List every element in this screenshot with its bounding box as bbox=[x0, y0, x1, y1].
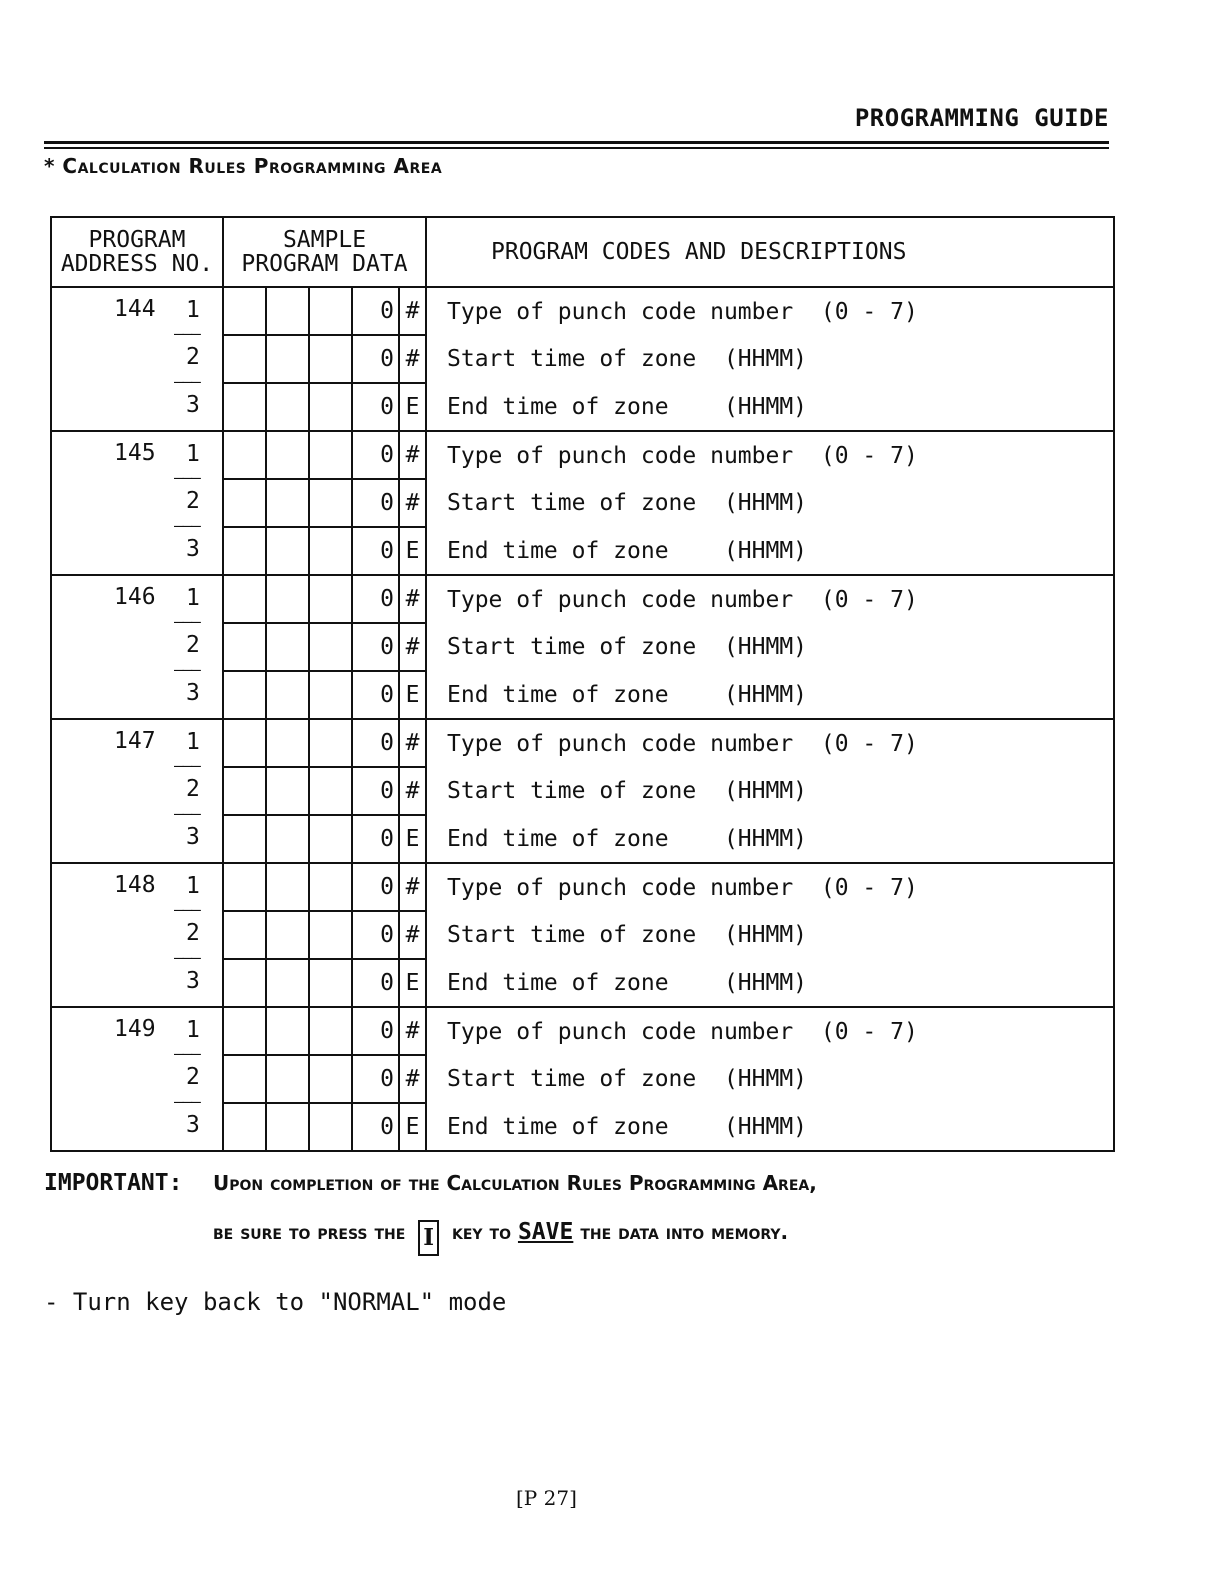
sub-separator: ——— bbox=[174, 804, 200, 823]
data-box bbox=[266, 623, 309, 671]
address-cell bbox=[51, 959, 223, 1007]
address-cell bbox=[51, 911, 223, 967]
data-box bbox=[309, 383, 352, 431]
sub-separator: ——— bbox=[174, 372, 200, 391]
address-cell bbox=[51, 1103, 223, 1151]
data-key: E bbox=[399, 383, 426, 431]
data-box bbox=[309, 863, 352, 911]
data-box bbox=[223, 767, 266, 815]
data-box bbox=[309, 719, 352, 767]
data-box bbox=[223, 959, 266, 1007]
data-value: 0 bbox=[352, 287, 399, 335]
data-value: 0 bbox=[352, 383, 399, 431]
table-row bbox=[51, 767, 1114, 815]
data-value: 0 bbox=[352, 1055, 399, 1103]
data-value: 0 bbox=[352, 431, 399, 479]
data-key: # bbox=[399, 335, 426, 383]
description: Start time of zone (HHMM) bbox=[426, 1055, 1114, 1103]
sub-number: 2 bbox=[186, 776, 200, 802]
description: Start time of zone (HHMM) bbox=[426, 479, 1114, 527]
data-key: # bbox=[399, 719, 426, 767]
data-box bbox=[266, 911, 309, 959]
data-box bbox=[309, 1055, 352, 1103]
data-value: 0 bbox=[352, 527, 399, 575]
data-box bbox=[309, 431, 352, 479]
data-box bbox=[309, 959, 352, 1007]
description: Type of punch code number (0 - 7) bbox=[426, 431, 1114, 479]
data-box bbox=[309, 911, 352, 959]
data-box bbox=[309, 575, 352, 623]
header-sample bbox=[223, 217, 426, 287]
data-key: # bbox=[399, 767, 426, 815]
data-box bbox=[309, 527, 352, 575]
header-sample-line2: PROGRAM DATA bbox=[241, 251, 408, 277]
important-label: IMPORTANT: bbox=[44, 1170, 183, 1196]
data-key: # bbox=[399, 863, 426, 911]
address-cell bbox=[51, 287, 223, 343]
data-box bbox=[266, 335, 309, 383]
table-row bbox=[51, 719, 1114, 767]
data-key: E bbox=[399, 959, 426, 1007]
address-cell bbox=[51, 623, 223, 679]
address-cell bbox=[51, 1055, 223, 1111]
sub-number: 2 bbox=[186, 632, 200, 658]
table-row bbox=[51, 431, 1114, 479]
data-box bbox=[309, 1103, 352, 1151]
address-cell bbox=[51, 431, 223, 487]
data-box bbox=[223, 815, 266, 863]
data-value: 0 bbox=[352, 479, 399, 527]
data-box bbox=[223, 1055, 266, 1103]
address-number: 146 bbox=[114, 584, 156, 610]
sub-number: 3 bbox=[186, 1112, 200, 1138]
table-row bbox=[51, 1103, 1114, 1151]
table-row bbox=[51, 479, 1114, 527]
data-key: E bbox=[399, 815, 426, 863]
data-box bbox=[266, 383, 309, 431]
description: End time of zone (HHMM) bbox=[426, 383, 1114, 431]
data-box bbox=[266, 767, 309, 815]
sub-separator: ——— bbox=[174, 1044, 200, 1063]
important-line2-mid: key to bbox=[452, 1220, 511, 1244]
data-box bbox=[223, 527, 266, 575]
table-row bbox=[51, 911, 1114, 959]
table-row bbox=[51, 1055, 1114, 1103]
header-description: PROGRAM CODES AND DESCRIPTIONS bbox=[426, 217, 1114, 287]
data-box bbox=[223, 623, 266, 671]
important-line2 bbox=[213, 1219, 788, 1256]
data-box bbox=[223, 1007, 266, 1055]
data-box bbox=[266, 719, 309, 767]
sub-number: 3 bbox=[186, 824, 200, 850]
data-box bbox=[309, 767, 352, 815]
data-value: 0 bbox=[352, 671, 399, 719]
sub-separator: ——— bbox=[174, 516, 200, 535]
data-box bbox=[309, 815, 352, 863]
address-cell bbox=[51, 527, 223, 575]
address-cell bbox=[51, 815, 223, 863]
data-box bbox=[309, 671, 352, 719]
address-number: 144 bbox=[114, 296, 156, 322]
data-box bbox=[266, 815, 309, 863]
data-box bbox=[266, 431, 309, 479]
data-value: 0 bbox=[352, 623, 399, 671]
table-row bbox=[51, 671, 1114, 719]
address-number: 148 bbox=[114, 872, 156, 898]
address-number: 147 bbox=[114, 728, 156, 754]
data-box bbox=[266, 671, 309, 719]
data-box bbox=[266, 287, 309, 335]
data-box bbox=[266, 959, 309, 1007]
table-row bbox=[51, 335, 1114, 383]
sub-separator: ——— bbox=[174, 948, 200, 967]
data-box bbox=[266, 1055, 309, 1103]
description: End time of zone (HHMM) bbox=[426, 1103, 1114, 1151]
table-row bbox=[51, 575, 1114, 623]
important-line2-post: the data into memory. bbox=[580, 1220, 789, 1244]
sub-number: 3 bbox=[186, 968, 200, 994]
data-value: 0 bbox=[352, 911, 399, 959]
description: Start time of zone (HHMM) bbox=[426, 767, 1114, 815]
data-key: E bbox=[399, 527, 426, 575]
data-box bbox=[266, 1007, 309, 1055]
sub-separator: ——— bbox=[174, 612, 200, 631]
data-value: 0 bbox=[352, 335, 399, 383]
address-cell bbox=[51, 335, 223, 391]
table-row bbox=[51, 959, 1114, 1007]
sub-number: 2 bbox=[186, 1064, 200, 1090]
description: Start time of zone (HHMM) bbox=[426, 623, 1114, 671]
description: End time of zone (HHMM) bbox=[426, 815, 1114, 863]
description: Type of punch code number (0 - 7) bbox=[426, 1007, 1114, 1055]
header-address-line1: PROGRAM bbox=[88, 227, 186, 253]
sub-separator: ——— bbox=[174, 324, 200, 343]
table-row bbox=[51, 815, 1114, 863]
sub-separator: ——— bbox=[174, 1092, 200, 1111]
data-value: 0 bbox=[352, 1007, 399, 1055]
data-value: 0 bbox=[352, 815, 399, 863]
address-cell bbox=[51, 863, 223, 919]
data-box bbox=[266, 575, 309, 623]
data-key: # bbox=[399, 1007, 426, 1055]
data-value: 0 bbox=[352, 719, 399, 767]
data-box bbox=[223, 479, 266, 527]
sub-number: 1 bbox=[186, 1017, 200, 1043]
data-box bbox=[223, 575, 266, 623]
data-box bbox=[223, 863, 266, 911]
important-line2-pre: be sure to press the bbox=[213, 1220, 406, 1244]
table-row bbox=[51, 383, 1114, 431]
data-box bbox=[223, 383, 266, 431]
page-header: PROGRAMMING GUIDE bbox=[854, 104, 1109, 132]
data-box bbox=[309, 479, 352, 527]
table-row bbox=[51, 863, 1114, 911]
data-box bbox=[266, 863, 309, 911]
sub-number: 1 bbox=[186, 441, 200, 467]
table-row bbox=[51, 623, 1114, 671]
sub-number: 2 bbox=[186, 920, 200, 946]
address-cell bbox=[51, 383, 223, 431]
data-key: # bbox=[399, 431, 426, 479]
data-box bbox=[223, 671, 266, 719]
address-cell bbox=[51, 1007, 223, 1063]
data-box bbox=[309, 287, 352, 335]
description: Start time of zone (HHMM) bbox=[426, 335, 1114, 383]
header-sample-line1: SAMPLE bbox=[282, 227, 367, 253]
important-line1: Upon completion of the Calculation Rules Programming Area, bbox=[213, 1171, 817, 1195]
data-key: # bbox=[399, 911, 426, 959]
header-address-line2: ADDRESS NO. bbox=[60, 251, 214, 277]
data-value: 0 bbox=[352, 767, 399, 815]
address-number: 145 bbox=[114, 440, 156, 466]
data-box bbox=[309, 1007, 352, 1055]
data-box bbox=[266, 479, 309, 527]
sub-number: 1 bbox=[186, 585, 200, 611]
data-value: 0 bbox=[352, 863, 399, 911]
data-value: 0 bbox=[352, 959, 399, 1007]
description: Type of punch code number (0 - 7) bbox=[426, 287, 1114, 335]
data-key: E bbox=[399, 1103, 426, 1151]
data-value: 0 bbox=[352, 575, 399, 623]
sub-number: 1 bbox=[186, 297, 200, 323]
header-rule-thin bbox=[44, 147, 1109, 149]
description: End time of zone (HHMM) bbox=[426, 959, 1114, 1007]
table-row bbox=[51, 287, 1114, 335]
data-box bbox=[223, 335, 266, 383]
address-cell bbox=[51, 479, 223, 535]
description: Start time of zone (HHMM) bbox=[426, 911, 1114, 959]
note-text: - Turn key back to "NORMAL" mode bbox=[44, 1288, 507, 1316]
data-key: E bbox=[399, 671, 426, 719]
data-key: # bbox=[399, 575, 426, 623]
description: End time of zone (HHMM) bbox=[426, 527, 1114, 575]
header-rule bbox=[44, 141, 1109, 144]
data-box bbox=[266, 1103, 309, 1151]
table-row bbox=[51, 1007, 1114, 1055]
data-box bbox=[223, 1103, 266, 1151]
address-cell bbox=[51, 671, 223, 719]
data-value: 0 bbox=[352, 1103, 399, 1151]
save-word: SAVE bbox=[517, 1219, 574, 1245]
description: Type of punch code number (0 - 7) bbox=[426, 863, 1114, 911]
address-number: 149 bbox=[114, 1016, 156, 1042]
description: Type of punch code number (0 - 7) bbox=[426, 719, 1114, 767]
data-box bbox=[309, 623, 352, 671]
sub-number: 1 bbox=[186, 729, 200, 755]
data-key: # bbox=[399, 479, 426, 527]
data-key: # bbox=[399, 1055, 426, 1103]
page-number: [P 27] bbox=[516, 1486, 577, 1510]
sub-separator: ——— bbox=[174, 756, 200, 775]
table-header-row bbox=[51, 217, 1114, 287]
description: End time of zone (HHMM) bbox=[426, 671, 1114, 719]
data-box bbox=[223, 911, 266, 959]
sub-separator: ——— bbox=[174, 468, 200, 487]
sub-number: 3 bbox=[186, 536, 200, 562]
data-key: # bbox=[399, 287, 426, 335]
sub-number: 3 bbox=[186, 680, 200, 706]
header-address bbox=[51, 217, 223, 287]
address-cell bbox=[51, 767, 223, 823]
address-cell bbox=[51, 719, 223, 775]
description: Type of punch code number (0 - 7) bbox=[426, 575, 1114, 623]
section-title: * Calculation Rules Programming Area bbox=[44, 154, 443, 178]
address-cell bbox=[51, 575, 223, 631]
data-box bbox=[309, 335, 352, 383]
sub-number: 2 bbox=[186, 344, 200, 370]
sub-separator: ——— bbox=[174, 660, 200, 679]
sub-number: 3 bbox=[186, 392, 200, 418]
i-key-symbol: I bbox=[418, 1220, 439, 1256]
data-box bbox=[266, 527, 309, 575]
sub-separator: ——— bbox=[174, 900, 200, 919]
sub-number: 1 bbox=[186, 873, 200, 899]
data-box bbox=[223, 431, 266, 479]
data-box bbox=[223, 719, 266, 767]
programming-table bbox=[50, 216, 1115, 1152]
table-row bbox=[51, 527, 1114, 575]
sub-number: 2 bbox=[186, 488, 200, 514]
data-box bbox=[223, 287, 266, 335]
data-key: # bbox=[399, 623, 426, 671]
